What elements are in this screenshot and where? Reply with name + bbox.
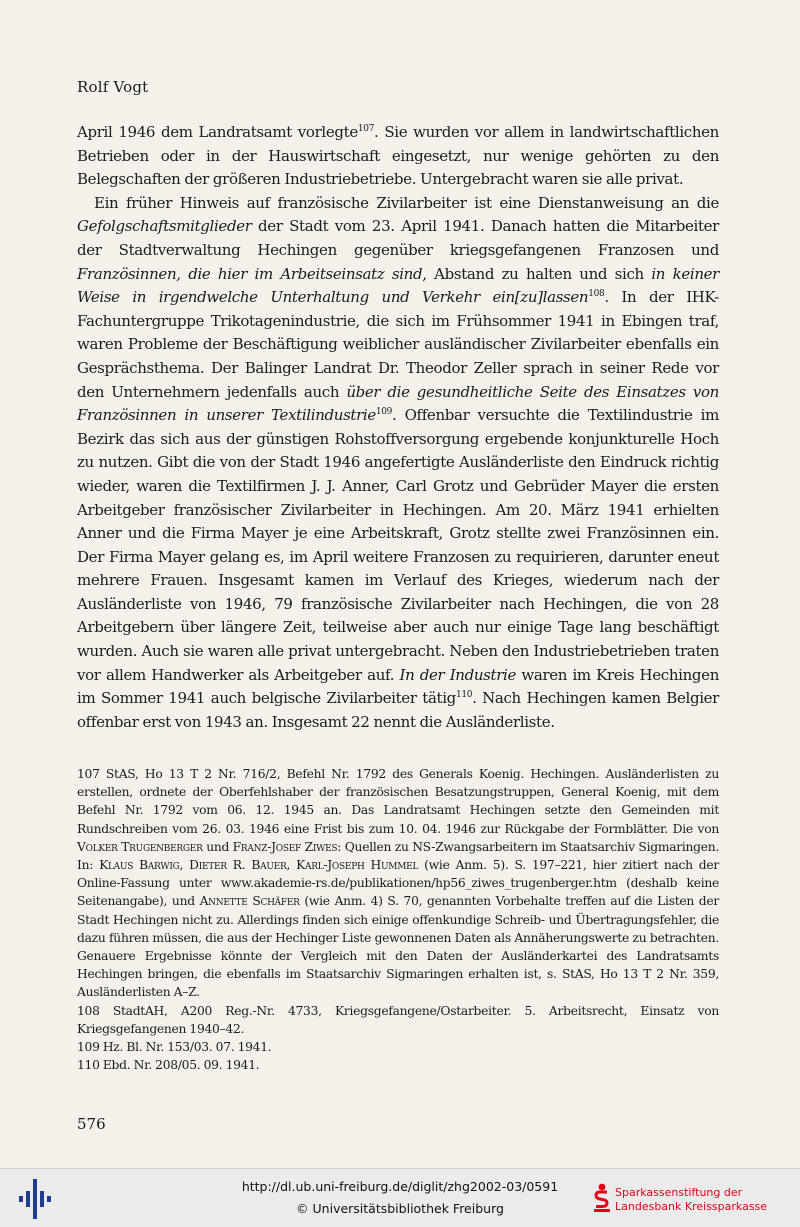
text-run: . Nach Hechingen kamen Belgier offenbar erst von 1943 an. Insgesamt 22 nennt die Ausländerliste. <box>77 689 719 731</box>
text-run: April 1946 dem Landratsamt vorlegte <box>77 123 358 141</box>
text-run: Ein früher Hinweis auf französische Zivilarbeiter ist eine Dienstanweisung an die <box>94 193 719 212</box>
text-run: (wie Anm. 4) S. 70, genannten Vorbehalte treffen auf die Listen der Stadt Hechingen nicht zu. Allerdings finden sich einige offenkundige Schreib- und Übertragungsfehler, die dazu führen müssen, die aus der Hechinger Liste gewonnenen Daten als Annäherungswerte zu betrachten. Genauere Ergebnisse könnte der Vergleich mit den Daten der Ausländerkartei des Landratsamts Hechingen bringen, die ebenfalls im Staatsarchiv Sigmaringen erhalten ist, s. StAS, Ho 13 T 2 Nr. 359, Ausländerlisten A–Z. <box>77 894 719 1000</box>
author-name: Annette Schäfer <box>199 894 300 909</box>
text-run: 107 StAS, Ho 13 T 2 Nr. 716/2, Befehl Nr. 1792 des Generals Koenig. Hechingen. Ausländerlisten zu erstellen, ordnete der Oberfehlshaber der französischen Besatzungstruppen, General Koenig, mit dem Befehl Nr. 1792 vom 06. 12. 1945 an. Das Landratsamt Hechingen setzte den Gemeinden mit Rundschreiben vom 26. 03. 1946 eine Frist bis zum 10. 04. 1946 zur Rückgabe der Formblätter. Die von <box>77 767 719 836</box>
running-header: Rolf Vogt <box>77 78 149 96</box>
text-run: . Offenbar versuchte die Textilindustrie im Bezirk das sich aus der günstigen Rohstoffversorgung ergebende konjunkturelle Hoch zu nutzen. Gibt die von der Stadt 1946 angefertigte Ausländerliste den Eindruck richtig wieder, waren die Textilfirmen J. J. Anner, Carl Grotz und Gebrüder Mayer die ersten Arbeitgeber französischer Zivilarbeiter in Hechingen. Am 20. März 1941 erhielten Anner und die Firma Mayer je eine Arbeitskraft, Grotz stellte zwei Französinnen ein. Der Firma Mayer gelang es, im April weitere Franzosen zu requirieren, darunter eneut mehrere Frauen. Insgesamt kamen im Verlauf des Krieges, wiederum nach der Ausländerliste von 1946, 79 französische Zivilarbeiter nach Hechingen, die von 28 Arbeitgebern über längere Zeit, teilweise aber auch nur einige Tage lang beschäftigt wurden. Auch sie waren alle privat untergebracht. Neben den Industriebetrieben traten vor allem Handwerker als Arbeitgeber auf. <box>77 406 719 684</box>
copyright-text: © Universitätsbibliothek Freiburg <box>296 1201 504 1216</box>
text-run: : Quellen zu NS-Zwangsarbeitern im Staatsarchiv Sigmaringen. In: <box>77 839 720 873</box>
footnote-110: 110 Ebd. Nr. 208/05. 09. 1941. <box>77 1058 260 1073</box>
text-run: . Sie wurden vor allem in landwirtschaftlichen Betrieben oder in der Hauswirtschaft eingesetzt, nur wenige gehörten zu den Belegschaften der größeren Industriebetriebe. Untergebracht waren sie alle privat. <box>77 123 719 189</box>
paragraph <box>77 192 719 735</box>
paragraph <box>77 121 719 192</box>
sponsor-line: Sparkassenstiftung der <box>615 1186 743 1199</box>
italic-quote: In der Industrie <box>399 665 516 684</box>
author-name: Franz-Josef Ziwes <box>232 839 338 854</box>
footnote-ref[interactable]: 110 <box>455 690 473 701</box>
text-run: der Stadt vom 23. April 1941. Danach hatten die Mitarbeiter der Stadtverwaltung Hechingen gegenüber kriegsgefangenen Franzosen und <box>77 217 719 259</box>
footnote-ref[interactable]: 107 <box>357 124 375 134</box>
footnote-ref[interactable]: 108 <box>588 289 605 300</box>
sponsor-line: Landesbank Kreissparkasse <box>615 1200 768 1213</box>
text-run: waren im Kreis Hechingen im Sommer 1941 auch belgische Zivilarbeiter tätig <box>77 665 720 708</box>
footnote-108: 108 StadtAH, A200 Reg.-Nr. 4733, Kriegsgefangene/Ostarbeiter. 5. Arbeitsrecht, Einsatz von Kriegsgefangenen 1940–42. <box>77 1003 719 1036</box>
sparkasse-logo-icon <box>593 1183 611 1213</box>
page-number: 576 <box>77 1115 106 1133</box>
italic-quote: in keiner Weise in irgendwelche Unterhaltung und Verkehr ein[zu]lassen <box>77 264 719 307</box>
sponsor-name <box>615 1186 767 1214</box>
author-name: Klaus Barwig, Dieter R. Bauer, Karl-Joseph Hummel <box>99 858 419 873</box>
text-run: , Abstand zu halten und sich <box>422 264 652 283</box>
italic-quote: Gefolgschaftsmitglieder <box>77 217 252 236</box>
footnote-ref[interactable]: 109 <box>375 407 393 418</box>
footnotes <box>77 765 719 1074</box>
italic-quote: über die gesundheitliche Seite des Einsatzes von Französinnen in unserer Textilindustrie <box>77 382 719 425</box>
text-run: (wie Anm. 5). S. 197–221, hier zitiert nach der Online-Fassung unter www.akademie-rs.de/publikationen/hp56_ziwes_trugenberger.htm (deshalb keine Seitenangabe), und <box>77 858 719 909</box>
sponsor-block[interactable] <box>593 1179 798 1219</box>
footnote-107 <box>77 765 719 1002</box>
text-run: und <box>202 839 233 854</box>
author-name: Volker Trugenberger <box>77 839 203 854</box>
viewer-footer <box>0 1168 800 1227</box>
source-url-link[interactable]: http://dl.ub.uni-freiburg.de/diglit/zhg2002-03/0591 <box>241 1179 559 1194</box>
italic-quote: Französinnen, die hier im Arbeitseinsatz sind <box>77 264 423 283</box>
main-text <box>77 121 719 734</box>
footnote-109: 109 Hz. Bl. Nr. 153/03. 07. 1941. <box>77 1040 272 1055</box>
text-run: . In der IHK-Fachuntergruppe Trikotagenindustrie, die sich im Frühsommer 1941 in Ebingen traf, waren Probleme der Beschäftigung weiblicher ausländischer Zivilarbeiter ebenfalls ein Gesprächsthema. Der Balinger Landrat Dr. Theodor Zeller sprach in seiner Rede vor den Unternehmern jedenfalls auch <box>77 288 719 401</box>
